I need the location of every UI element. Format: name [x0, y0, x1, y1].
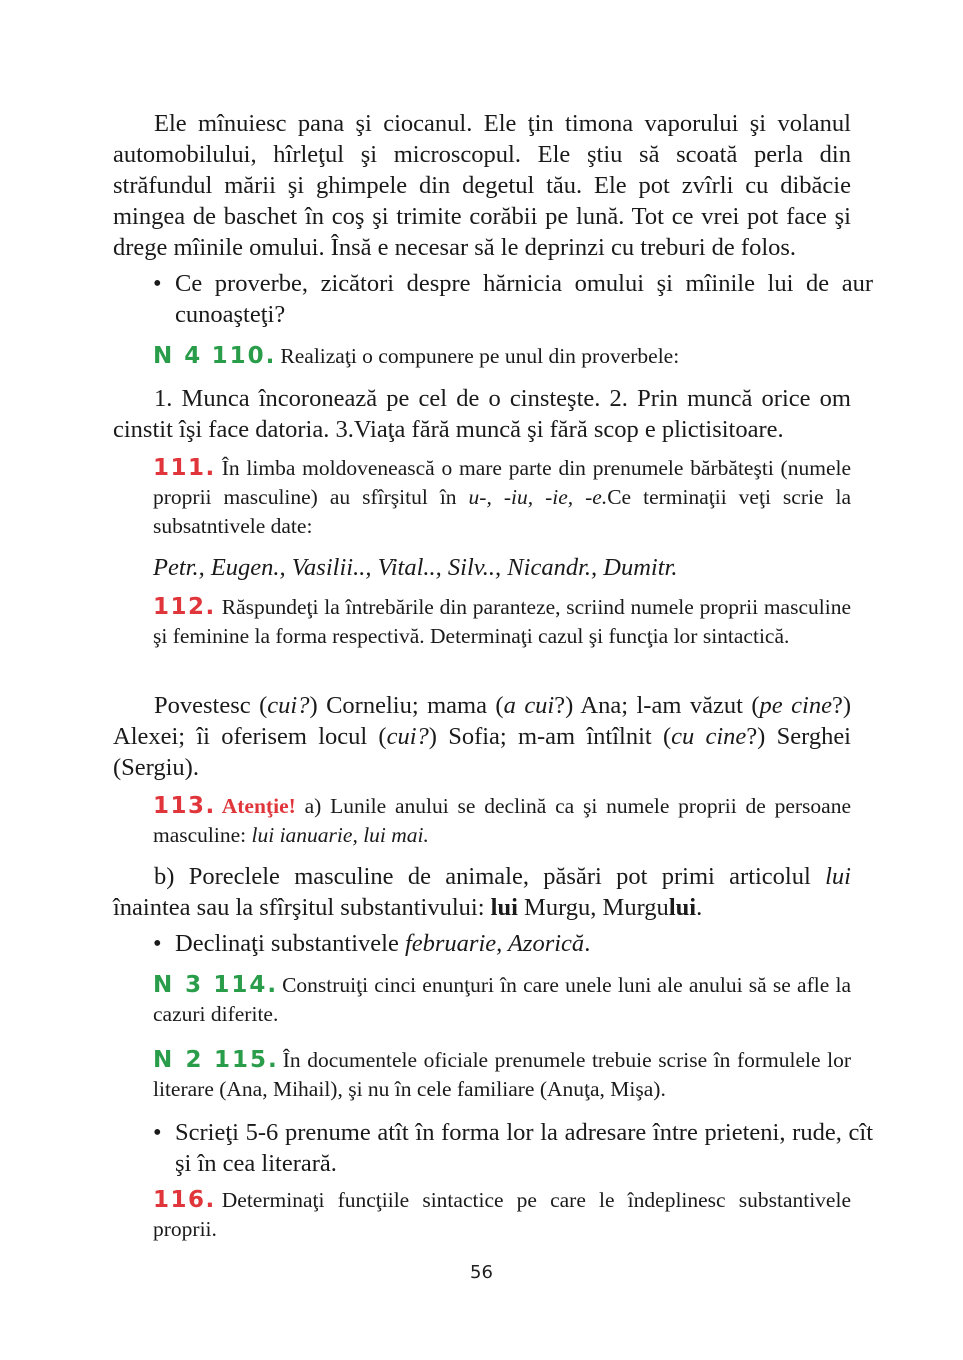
- question-text: cu cine: [671, 723, 747, 750]
- sentence-part: Povestesc (: [154, 692, 268, 719]
- exercise-111-instruction: [153, 454, 851, 541]
- bullet-text: Scrieţi 5-6 prenume atît în forma lor la adresare între prieteni, rude, cît şi în cea literară.: [175, 1119, 873, 1177]
- question-text: a cui: [503, 692, 555, 719]
- endings-text: u-, -iu, -ie, -e.: [468, 485, 608, 509]
- rule-text-cont: înaintea sau la sfîrşitul substantivului:: [113, 894, 491, 921]
- bullet-text: Ce proverbe, zicători despre hărnicia omului şi mîinile lui de aur cunoaşteţi?: [175, 270, 873, 328]
- bullet-words: februarie, Azorică: [404, 930, 585, 957]
- bold-suffix: lui: [668, 894, 697, 921]
- exercise-111-words: Petr., Eugen., Vasilii.., Vital.., Silv.., Nicandr., Dumitr.: [153, 554, 678, 581]
- period: .: [696, 894, 703, 921]
- exercise-112-instruction: [153, 593, 851, 651]
- level-badge: N 3: [153, 972, 204, 998]
- exercise-number: 113.: [153, 793, 216, 819]
- exercise-113-part-a: [153, 792, 851, 850]
- question-text: cui?: [267, 692, 310, 719]
- rule-examples: lui ianuarie, lui mai.: [251, 823, 429, 847]
- bold-article: lui: [490, 894, 518, 921]
- instruction-text: Determinaţi funcţiile sintactice pe care le îndeplinesc substantivele proprii.: [153, 1188, 851, 1241]
- instruction-text-end: Ce terminaţii veţi scrie la subsatntivele date:: [153, 485, 852, 538]
- instruction-text: În limba moldovenească o mare parte din prenumele bărbăteşti (numele proprii masculine) au sfîrşitul în: [153, 456, 851, 509]
- period: .: [584, 930, 591, 957]
- exercise-number: 114.: [213, 972, 279, 998]
- sentence-part: ?) Serghei (Sergiu).: [113, 723, 851, 781]
- exercise-115: [153, 1046, 851, 1104]
- exercise-110-instruction: [153, 342, 851, 371]
- instruction-text: În documentele oficiale prenumele trebuie scrise în formulele lor literare (Ana, Mihail), şi nu în cele familiare (Anuţa, Mişa).: [153, 1048, 851, 1101]
- exercise-115-bullet: [153, 1117, 873, 1179]
- exercise-112-sentences: [113, 690, 851, 783]
- rule-text: a) Lunile anului se declină ca şi numele proprii de persoane masculine:: [153, 794, 851, 847]
- sentence-part: ?) Ana; l-am văzut (: [554, 692, 760, 719]
- example-name: Murgu, Murgu: [517, 894, 669, 921]
- instruction-text: Răspundeţi la întrebările din paranteze, scriind numele proprii masculine şi feminine la forma respectivă. Determinaţi cazul şi funcţia lor sintactică.: [153, 595, 851, 648]
- question-text: pe cine: [759, 692, 832, 719]
- sentence-part: ) Corneliu; mama (: [309, 692, 504, 719]
- question-text: cui?: [386, 723, 429, 750]
- exercise-113-bullet: [153, 928, 873, 959]
- level-badge: N 4: [153, 343, 203, 369]
- exercise-number: 110.: [211, 343, 277, 369]
- instruction-text: Realizaţi o compunere pe unul din proverbele:: [280, 344, 680, 368]
- sentence-part: ?) Alexei; îi oferisem locul (: [113, 692, 851, 750]
- exercise-number: 116.: [153, 1187, 216, 1213]
- warning-label: Atenţie!: [221, 794, 296, 818]
- exercise-number: 112.: [153, 594, 216, 620]
- article-text: lui: [825, 863, 851, 890]
- bullet-icon: •: [153, 930, 162, 957]
- sentence-part: ) Sofia; m-am întîlnit (: [428, 723, 672, 750]
- rule-text: b) Poreclele masculine de animale, păsări pot primi articolul: [154, 863, 826, 890]
- page-number: 56: [470, 1262, 493, 1283]
- bullet-icon: •: [153, 270, 162, 297]
- bullet-text: Declinaţi substantivele: [175, 930, 405, 957]
- exercise-114: [153, 971, 851, 1029]
- level-badge: N 2: [153, 1047, 204, 1073]
- exercise-number: 115.: [214, 1047, 279, 1073]
- bullet-icon: •: [153, 1119, 162, 1146]
- intro-paragraph: Ele mînuiesc pana şi ciocanul. Ele ţin timona vaporului şi volanul automobilului, hîrleţul şi microscopul. Ele ştiu să scoată perla din străfundul mării şi ghimpele din degetul tău. Ele pot zvîrli cu dibăcie mingea de baschet în coş şi trimite corăbii pe lună. Tot ce vrei pot face şi drege mîinile omului. Însă e necesar să le deprinzi cu treburi de folos.: [113, 110, 851, 261]
- exercise-113-part-b: [113, 861, 851, 923]
- exercise-110-proverbs: 1. Munca încoronează pe cel de o cinsteşte. 2. Prin muncă orice om cinstit îşi face datoria. 3.Viaţa fără muncă şi fără scop e plictisitoare.: [113, 385, 851, 443]
- exercise-number: 111.: [153, 455, 216, 481]
- instruction-text: Construiţi cinci enunţuri în care unele luni ale anului să se afle la cazuri diferite.: [153, 973, 852, 1026]
- intro-bullet: [153, 268, 873, 330]
- exercise-116: [153, 1186, 851, 1244]
